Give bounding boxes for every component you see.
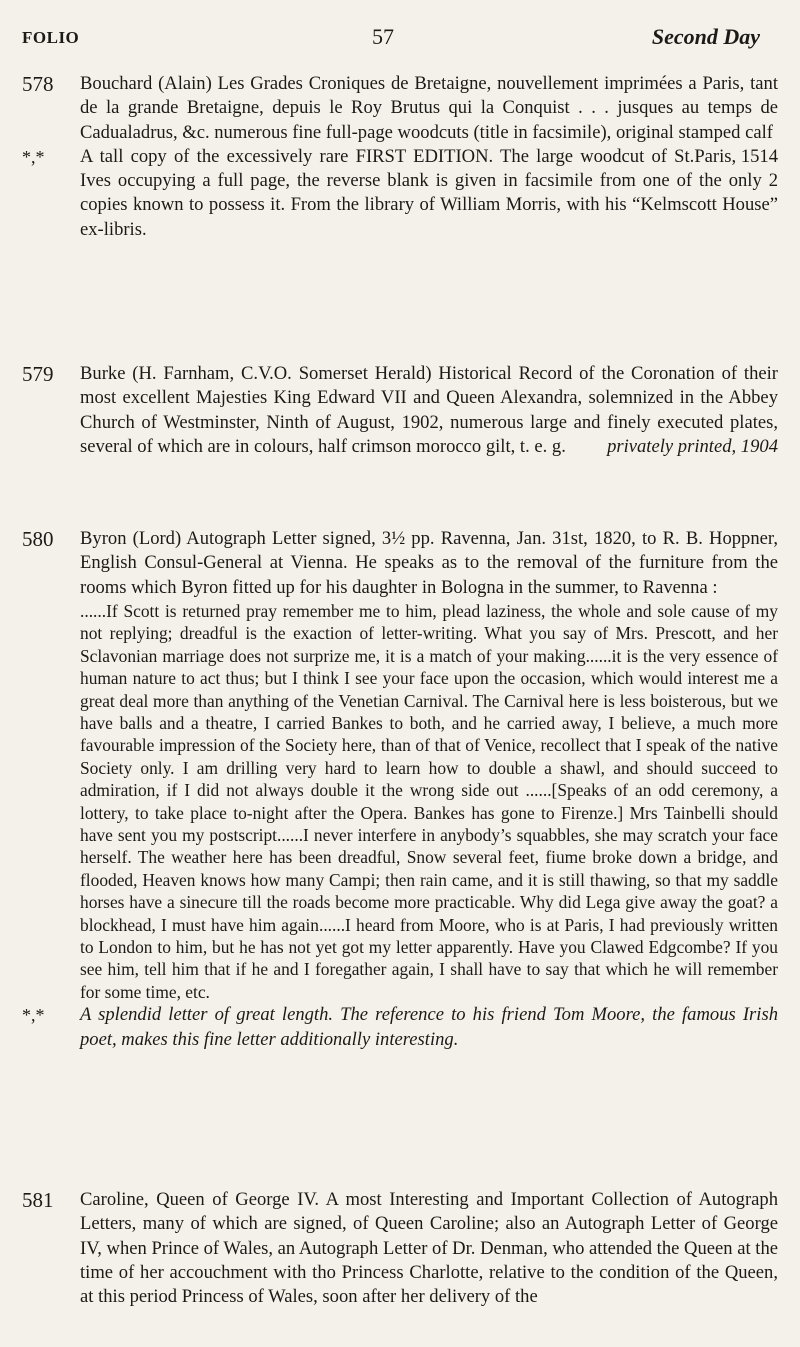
entry-description: Burke (H. Farnham, C.V.O. Somerset Herald) Historical Record of the Coronation of their most excellent Majesties King Edward VII and Queen Alexandra, solemnized in the Abbey Church of Westminster, Ninth of August, 1902, numerous large and finely executed plates, several of which are in colours, half crimson morocco gilt, t. e. g. privately printed, 1904 — [80, 362, 778, 459]
page-number: 57 — [372, 24, 394, 49]
note-text: A splendid letter of great length. The reference to his friend Tom Moore, the famous Irish poet, makes this fine letter additionally interesting. — [80, 1004, 778, 1050]
lot-number: 580 — [22, 527, 54, 551]
note-text: A tall copy of the excessively rare FIRST EDITION. The large woodcut of St. Ives occupying a full page, the reverse blank is given in facsimile from one of the only 2 copies known to possess it. From the library of William Morris, with his “Kelmscott House” ex-libris. — [80, 145, 778, 240]
note-mark: *,* — [22, 146, 45, 167]
imprint: privately printed, 1904 — [607, 435, 778, 457]
entry-description: Caroline, Queen of George IV. A most Interesting and Important Collection of Autograph Letters, many of which are signed, of Queen Caroline; also an Autograph Letter of George IV, when Prince of Wales, an Autograph Letter of Dr. Denman, who attended the Queen at the time of her accouchment with tho Princess Charlotte, relative to the condition of the Queen, at this period Princess of Wales, soon after her delivery of the — [80, 1189, 778, 1308]
page-header — [22, 16, 770, 52]
imprint: Paris, 1514 — [694, 145, 778, 167]
entry-body — [80, 362, 778, 459]
entry-body — [80, 1188, 778, 1309]
lot-number: 579 — [22, 362, 54, 386]
entry-description: Bouchard (Alain) Les Grades Croniques de Bretaigne, nouvellement imprimées a Paris, tant de la grande Bretaigne, depuis le Roy Brutus qui la Conquist . . . jusques au temps de Cadualadrus, &c. numerous fine full-page woodcuts (title in facsimile), original stamped calf Paris, 1514 — [80, 72, 778, 145]
sale-day-label: Second Day — [651, 24, 760, 49]
lot-number: 578 — [22, 72, 54, 96]
entry-description: Byron (Lord) Autograph Letter signed, 3½ pp. Ravenna, Jan. 31st, 1820, to R. B. Hoppner, English Consul-General at Vienna. He speaks as to the removal of the furniture from the rooms which Byron fitted up for his daughter in Bologna in the summer, to Ravenna : — [80, 528, 778, 598]
folio-label: FOLIO — [22, 28, 80, 47]
letter-quote: ......If Scott is returned pray remember me to him, plead laziness, the whole and sole cause of my not replying; dreadful is the exaction of letter-writing. What you say of Mrs. Prescott, and her Sclavonian marriage does not surprize me, it is a match of your making......it is the very essence of human nature to act thus; but I think I see your face upon the occasion, which would interest me a great deal more than anything of the Venetian Carnival. The Carnival here is less boisterous, but we have balls and a theatre, I carried Bankes to both, and he carried away, I believe, a much more favourable impression of the Society here, than of that of Venice, recollect that I speak of the native Society only. I am drilling very hard to learn how to double a shawl, and should succeed to admiration, if I did not always double it the wrong side out ......[Speaks of an odd ceremony, a lottery, to take place to-night after the Opera. Bankes has gone to Firenze.] Mrs Tainbelli should have sent you my postscript......I never interfere in anybody’s squabbles, she may scratch your face herself. The weather here has been dreadful, Snow several feet, fiume broke down a bridge, and flooded, Heaven knows how many Campi; then rain came, and it is still thawing, so that my saddle horses have a sinecure till the roads become more practicable. Why did Lega give away the goat? a blockhead, I must have him again......I heard from Moore, who is at Paris, I had previously written to London to him, but he has not yet got my letter apparently. Have you Clawed Edgcombe? If you see him, tell him that if he and I foregather again, I shall have to say that which he will remember for some time, etc. — [80, 600, 778, 1002]
entry-note — [22, 1003, 778, 1052]
entry-note — [22, 145, 778, 242]
lot-number: 581 — [22, 1188, 54, 1212]
note-mark: *,* — [22, 1005, 45, 1026]
